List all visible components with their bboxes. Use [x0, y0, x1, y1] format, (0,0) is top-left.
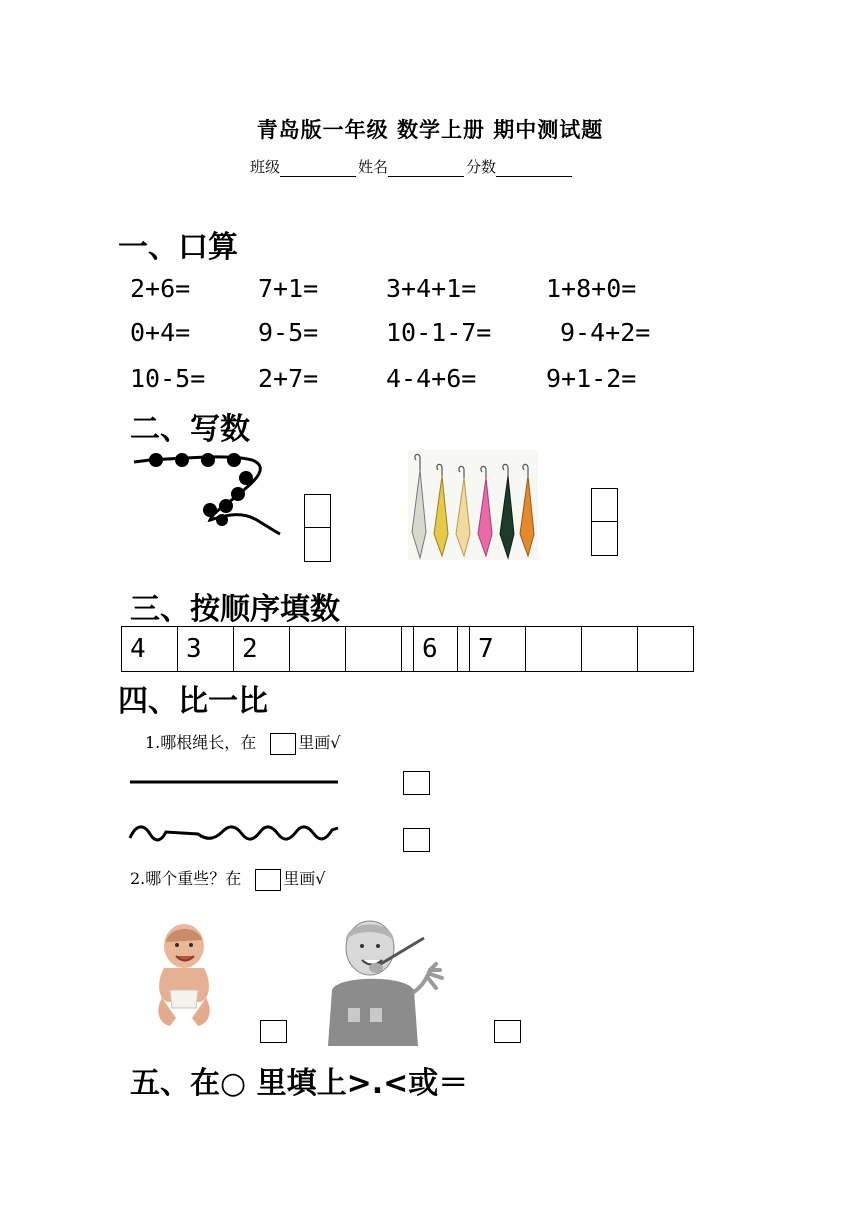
answer-checkbox-straight-rope[interactable] — [403, 771, 430, 795]
baby-image — [152, 920, 214, 1032]
answer-checkbox-wavy-rope[interactable] — [403, 828, 430, 852]
equation: 1+8+0= — [546, 274, 637, 303]
equation: 4-4+6= — [386, 364, 477, 393]
answer-checkbox-boy[interactable] — [494, 1020, 521, 1043]
equation: 0+4= — [130, 318, 191, 347]
sequence-cell: 3 — [178, 627, 234, 672]
straight-rope-image — [128, 776, 342, 788]
section-heading-mental-math: 一、口算 — [118, 230, 238, 265]
student-info-line — [250, 156, 574, 177]
equation: 9-4+2= — [560, 318, 651, 347]
umbrellas-image — [408, 450, 538, 560]
section-heading-write-numbers: 二、写数 — [130, 412, 250, 447]
section-heading-fill-sequence: 三、按顺序填数 — [130, 592, 340, 627]
equation: 9-5= — [258, 318, 319, 347]
equation: 10-5= — [130, 364, 206, 393]
sequence-table-right — [413, 626, 694, 672]
class-label: 班级 — [250, 158, 281, 176]
score-label: 分数 — [466, 158, 497, 176]
question-rope-length — [145, 730, 340, 755]
question-text: 里画√ — [283, 869, 326, 888]
sequence-cell-blank[interactable] — [290, 627, 346, 672]
boy-image — [322, 910, 458, 1046]
name-label: 姓名 — [358, 158, 389, 176]
name-blank[interactable] — [388, 160, 464, 177]
answer-box-ones[interactable] — [591, 521, 618, 556]
equation: 2+7= — [258, 364, 319, 393]
sequence-cell: 6 — [414, 627, 470, 672]
class-blank[interactable] — [280, 160, 356, 177]
sequence-cell-blank[interactable] — [582, 627, 638, 672]
question-heavier — [130, 866, 325, 891]
section-heading-compare: 四、比一比 — [118, 684, 268, 719]
section-heading-comparison-symbols: 五、在○ 里填上>.<或＝ — [130, 1066, 469, 1101]
sequence-cell: 2 — [234, 627, 290, 672]
question-text: 里画√ — [298, 733, 341, 752]
answer-box-tens[interactable] — [591, 488, 618, 522]
sequence-cell-blank[interactable] — [346, 627, 402, 672]
question-text: 2.哪个重些？在 — [130, 869, 242, 888]
equation: 7+1= — [258, 274, 319, 303]
answer-box-ones[interactable] — [304, 527, 331, 562]
answer-box-tens[interactable] — [304, 494, 331, 528]
sequence-cell: 4 — [122, 627, 178, 672]
sequence-cell: 7 — [470, 627, 526, 672]
sequence-cell-blank[interactable] — [526, 627, 582, 672]
inline-checkbox-icon — [270, 733, 296, 755]
answer-checkbox-baby[interactable] — [260, 1020, 287, 1043]
equation: 2+6= — [130, 274, 191, 303]
wavy-rope-image — [128, 818, 342, 848]
page-title: 青岛版一年级 数学上册 期中测试题 — [256, 117, 604, 142]
sequence-cell-blank[interactable] — [638, 627, 694, 672]
bead-string-image — [130, 448, 290, 538]
equation: 10-1-7= — [386, 318, 492, 347]
inline-checkbox-icon — [255, 869, 281, 891]
score-blank[interactable] — [496, 160, 572, 177]
equation: 9+1-2= — [546, 364, 637, 393]
sequence-table-left — [121, 626, 458, 672]
question-text: 1.哪根绳长，在 — [145, 733, 257, 752]
equation: 3+4+1= — [386, 274, 477, 303]
